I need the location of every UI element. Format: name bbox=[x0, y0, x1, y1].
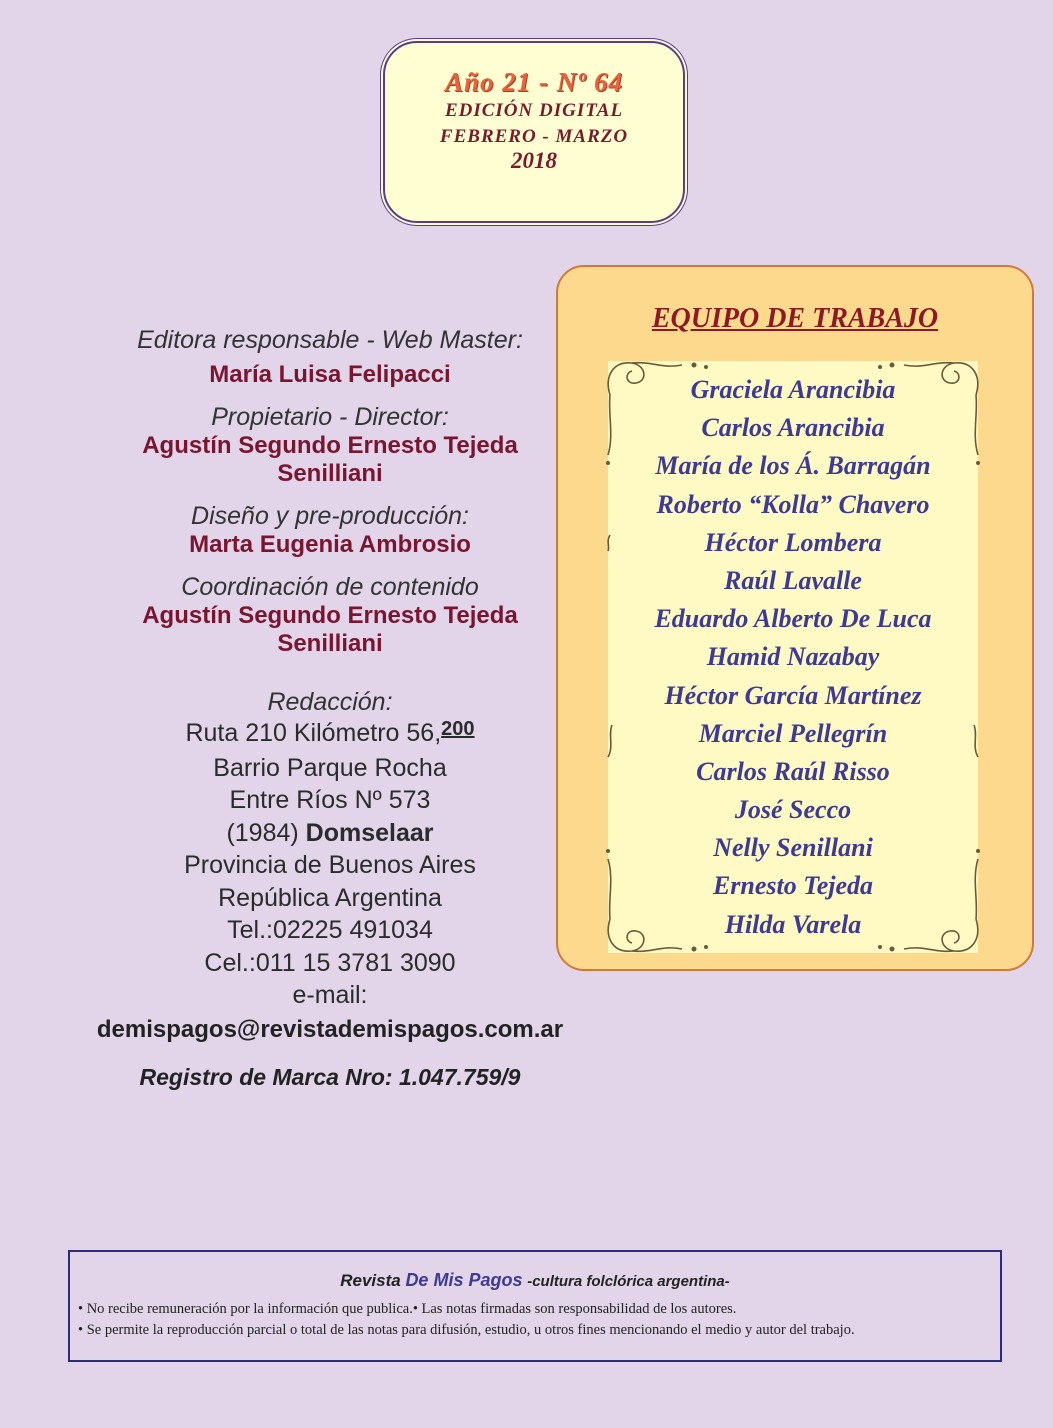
footer-note-1: • No recibe remuneración por la información que publica.• Las notas firmadas son responsabilidad de los autores. bbox=[78, 1301, 737, 1317]
team-member: Marciel Pellegrín bbox=[698, 718, 888, 748]
address-line-5: Provincia de Buenos Aires bbox=[184, 851, 476, 879]
address-line-1 bbox=[60, 717, 600, 752]
team-member: Carlos Arancibia bbox=[701, 413, 885, 443]
team-member: Roberto “Kolla” Chavero bbox=[656, 489, 930, 519]
team-title: EQUIPO DE TRABAJO bbox=[651, 303, 939, 334]
owner-name-line2: Senilliani bbox=[277, 460, 383, 487]
team-member: José Secco bbox=[734, 795, 852, 825]
redaction-role: Redacción: bbox=[267, 688, 393, 716]
coordination-name-line1: Agustín Segundo Ernesto Tejeda bbox=[142, 602, 518, 629]
address-line-3: Entre Ríos Nº 573 bbox=[229, 786, 431, 814]
editor-name: María Luisa Felipacci bbox=[209, 361, 451, 388]
team-member: Ernesto Tejeda bbox=[712, 871, 874, 901]
edition-year: 2018 bbox=[511, 148, 557, 173]
postal-code: (1984) bbox=[226, 818, 306, 847]
team-panel bbox=[556, 265, 1034, 971]
address-line-2: Barrio Parque Rocha bbox=[213, 753, 447, 782]
coordination-role: Coordinación de contenido bbox=[181, 573, 479, 601]
phone: Tel.:02225 491034 bbox=[227, 916, 433, 944]
team-member: Hamid Nazabay bbox=[706, 642, 880, 672]
edition-months: FEBRERO - MARZO bbox=[439, 126, 629, 147]
team-list bbox=[608, 371, 978, 944]
owner-role: Propietario - Director: bbox=[211, 403, 449, 431]
issue-box bbox=[383, 41, 685, 223]
team-member: María de los Á. Barragán bbox=[655, 451, 931, 481]
footer-note-2: • Se permite la reproducción parcial o total de las notas para difusión, estudio, u otros fines mencionando el medio y autor del trabajo. bbox=[78, 1322, 855, 1338]
team-member: Eduardo Alberto De Luca bbox=[654, 604, 932, 634]
team-member: Héctor García Martínez bbox=[664, 680, 922, 710]
editor-role: Editora responsable - Web Master: bbox=[137, 326, 523, 354]
address-street: Ruta 210 Kilómetro 56, bbox=[185, 719, 442, 747]
address-km-sup: 200 bbox=[441, 718, 475, 740]
design-name: Marta Eugenia Ambrosio bbox=[189, 531, 471, 558]
team-member: Raúl Lavalle bbox=[724, 565, 862, 595]
address-line-6: República Argentina bbox=[218, 883, 442, 912]
footer-tagline: -cultura folclórica argentina- bbox=[527, 1273, 730, 1290]
footer-notice bbox=[68, 1250, 1002, 1362]
coordination-name-line2: Senilliani bbox=[277, 630, 383, 657]
team-member: Carlos Raúl Risso bbox=[696, 756, 890, 786]
footer-notes bbox=[70, 1299, 1000, 1341]
team-member: Graciela Arancibia bbox=[690, 375, 896, 404]
trademark-registry: Registro de Marca Nro: 1.047.759/9 bbox=[139, 1063, 521, 1090]
address-block bbox=[60, 717, 600, 1012]
issue-number: Año 21 - Nº 64 bbox=[444, 67, 624, 97]
footer-revista: Revista bbox=[340, 1271, 401, 1290]
email-label: e-mail: bbox=[292, 981, 368, 1009]
email-address[interactable]: demispagos@revistademispagos.com.ar bbox=[96, 1015, 564, 1043]
footer-title bbox=[70, 1270, 1000, 1291]
team-member: Nelly Senillani bbox=[713, 833, 873, 863]
address-line-4 bbox=[60, 817, 600, 850]
owner-name-line1: Agustín Segundo Ernesto Tejeda bbox=[142, 432, 518, 459]
footer-brand: De Mis Pagos bbox=[405, 1270, 523, 1290]
city-name: Domselaar bbox=[305, 818, 434, 847]
credits-section bbox=[60, 326, 600, 1091]
edition-type: EDICIÓN DIGITAL bbox=[444, 100, 624, 121]
team-member: Hilda Varela bbox=[724, 909, 862, 939]
team-member: Héctor Lombera bbox=[704, 527, 882, 557]
design-role: Diseño y pre-producción: bbox=[191, 502, 469, 530]
cellphone: Cel.:011 15 3781 3090 bbox=[204, 948, 456, 977]
team-frame bbox=[608, 361, 978, 953]
